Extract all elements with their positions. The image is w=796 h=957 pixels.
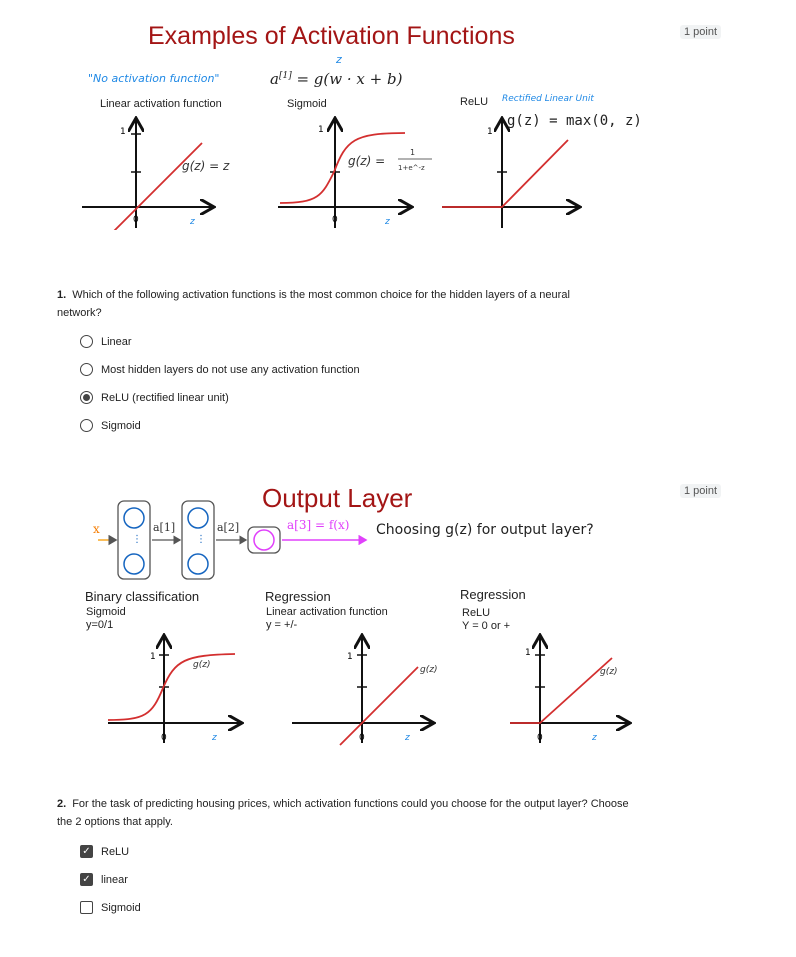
q2-option-label: Sigmoid bbox=[101, 901, 141, 914]
output-neuron-icon bbox=[254, 530, 274, 550]
reg1-tick-one: 1 bbox=[347, 652, 353, 662]
linear-label: Linear activation function bbox=[100, 98, 222, 110]
relu-graph bbox=[442, 120, 578, 228]
output-formula: a[3] = f(x) bbox=[287, 518, 350, 532]
relu-curve bbox=[442, 140, 568, 207]
formula-a: a bbox=[270, 70, 279, 88]
bin-gz: g(z) bbox=[193, 660, 211, 670]
bin-axis-z: z bbox=[212, 733, 217, 743]
bin-tick-zero: 0 bbox=[161, 733, 167, 743]
linear-eq: g(z) = z bbox=[182, 159, 230, 173]
reg1-tick-zero: 0 bbox=[359, 733, 365, 743]
svg-text:⋮: ⋮ bbox=[132, 534, 142, 545]
sigmoid-tick-zero: 0 bbox=[332, 215, 338, 225]
a2-label: a[2] bbox=[217, 521, 240, 534]
reg1-axis-z: z bbox=[405, 733, 410, 743]
layer3-box bbox=[248, 527, 280, 553]
q1-radio-sigmoid[interactable] bbox=[80, 419, 93, 432]
reg2-title: Regression bbox=[460, 587, 526, 602]
bin-sub2: y=0/1 bbox=[86, 619, 114, 631]
linear-tick-one: 1 bbox=[120, 127, 126, 137]
q2-option-label: linear bbox=[101, 873, 128, 886]
q1-option-relu[interactable] bbox=[80, 391, 229, 404]
slide1-graphs bbox=[0, 110, 796, 230]
q2-checkbox-sigmoid[interactable] bbox=[80, 901, 93, 914]
reg2-tick-zero: 0 bbox=[537, 733, 543, 743]
q1-option-none[interactable] bbox=[80, 363, 360, 376]
bin-sigmoid-graph bbox=[108, 637, 240, 743]
sigmoid-eq-lhs: g(z) = bbox=[348, 154, 386, 168]
q1-option-label: Sigmoid bbox=[101, 419, 141, 432]
question2-text bbox=[57, 795, 637, 831]
q2-option-relu[interactable] bbox=[80, 845, 129, 858]
sigmoid-label: Sigmoid bbox=[287, 98, 327, 110]
reg1-linear-graph bbox=[292, 637, 437, 745]
q1-option-label: Most hidden layers do not use any activation function bbox=[101, 363, 360, 376]
bin-tick-one: 1 bbox=[150, 652, 156, 662]
reg2-axis-z: z bbox=[592, 733, 597, 743]
q2-option-sigmoid[interactable] bbox=[80, 901, 141, 914]
reg1-title: Regression bbox=[265, 589, 331, 604]
bin-title: Binary classification bbox=[85, 589, 200, 604]
relu-label: ReLU bbox=[460, 96, 489, 108]
no-activation-note: "No activation function" bbox=[88, 72, 220, 85]
linear-tick-zero: 0 bbox=[133, 215, 139, 225]
q1-radio-none[interactable] bbox=[80, 363, 93, 376]
relu-tick-one: 1 bbox=[487, 127, 493, 137]
reg2-tick-one: 1 bbox=[525, 648, 531, 658]
q2-checkbox-relu[interactable]: ✓ bbox=[80, 845, 93, 858]
q1-radio-relu[interactable] bbox=[80, 391, 93, 404]
slide1-title: Examples of Activation Functions bbox=[148, 22, 515, 50]
sigmoid-eq-num: 1 bbox=[410, 148, 416, 157]
reg1-gz: g(z) bbox=[420, 665, 438, 675]
sigmoid-curve bbox=[280, 133, 405, 203]
relu-formula: g(z) = max(0, z) bbox=[507, 113, 642, 129]
q2-checkbox-linear[interactable]: ✓ bbox=[80, 873, 93, 886]
formula-rest: = g(w bbox=[291, 70, 343, 88]
choosing-text: Choosing g(z) for output layer? bbox=[376, 522, 594, 538]
linear-graph bbox=[82, 120, 230, 230]
q1-radio-linear[interactable] bbox=[80, 335, 93, 348]
reg2-sub1: ReLU bbox=[462, 607, 491, 619]
neuron-icon bbox=[188, 554, 208, 574]
question1-text bbox=[57, 286, 617, 322]
question1-points: 1 point bbox=[680, 25, 721, 39]
bin-sub1: Sigmoid bbox=[86, 606, 126, 618]
sigmoid-axis-z: z bbox=[385, 217, 390, 227]
question1-number: 1. bbox=[57, 289, 67, 301]
svg-text:⋮: ⋮ bbox=[196, 534, 206, 545]
slide2-graphs bbox=[0, 630, 796, 750]
q2-option-linear[interactable] bbox=[80, 873, 128, 886]
formula-sup: [1] bbox=[278, 71, 292, 81]
question1-prompt: Which of the following activation functions is the most common choice for the hidden layers of a neural network? bbox=[57, 289, 570, 319]
neuron-icon bbox=[124, 554, 144, 574]
q1-option-label: ReLU (rectified linear unit) bbox=[101, 391, 229, 404]
network-diagram bbox=[90, 498, 300, 582]
selected-dot bbox=[83, 394, 90, 401]
formula-tail: · x + b bbox=[342, 70, 397, 88]
reg2-relu-graph bbox=[510, 637, 628, 743]
question2-prompt: For the task of predicting housing prices, which activation functions could you choose for the output layer? Choose the 2 options that apply. bbox=[57, 798, 629, 828]
q1-option-linear[interactable] bbox=[80, 335, 132, 348]
q2-option-label: ReLU bbox=[101, 845, 130, 858]
sigmoid-tick-one: 1 bbox=[318, 125, 324, 135]
neuron-icon bbox=[188, 508, 208, 528]
formula-z-note: z bbox=[336, 53, 342, 66]
output-arrow bbox=[282, 535, 372, 545]
reg2-relu-curve bbox=[510, 658, 612, 723]
reg2-gz: g(z) bbox=[600, 667, 618, 677]
question2-number: 2. bbox=[57, 798, 67, 810]
input-x-label: x bbox=[93, 522, 100, 536]
linear-curve bbox=[110, 143, 202, 230]
linear-axis-z: z bbox=[190, 217, 195, 227]
a1-label: a[1] bbox=[153, 521, 176, 534]
reg2-sub2: Y = 0 or + bbox=[462, 620, 511, 632]
slide2-title: Output Layer bbox=[262, 483, 413, 513]
reg1-sub1: Linear activation function bbox=[266, 606, 388, 618]
reg1-sub2: y = +/- bbox=[266, 619, 298, 631]
bin-sigmoid-curve bbox=[108, 654, 235, 720]
q1-option-label: Linear bbox=[101, 335, 132, 348]
formula-end: ) bbox=[396, 70, 403, 88]
layer-formula bbox=[270, 70, 402, 88]
sigmoid-graph bbox=[278, 120, 432, 228]
neuron-icon bbox=[124, 508, 144, 528]
q1-option-sigmoid[interactable] bbox=[80, 419, 141, 432]
sigmoid-eq-den: 1+e^-z bbox=[398, 164, 425, 172]
relu-note: Rectified Linear Unit bbox=[502, 94, 594, 104]
question2-points: 1 point bbox=[680, 484, 721, 498]
